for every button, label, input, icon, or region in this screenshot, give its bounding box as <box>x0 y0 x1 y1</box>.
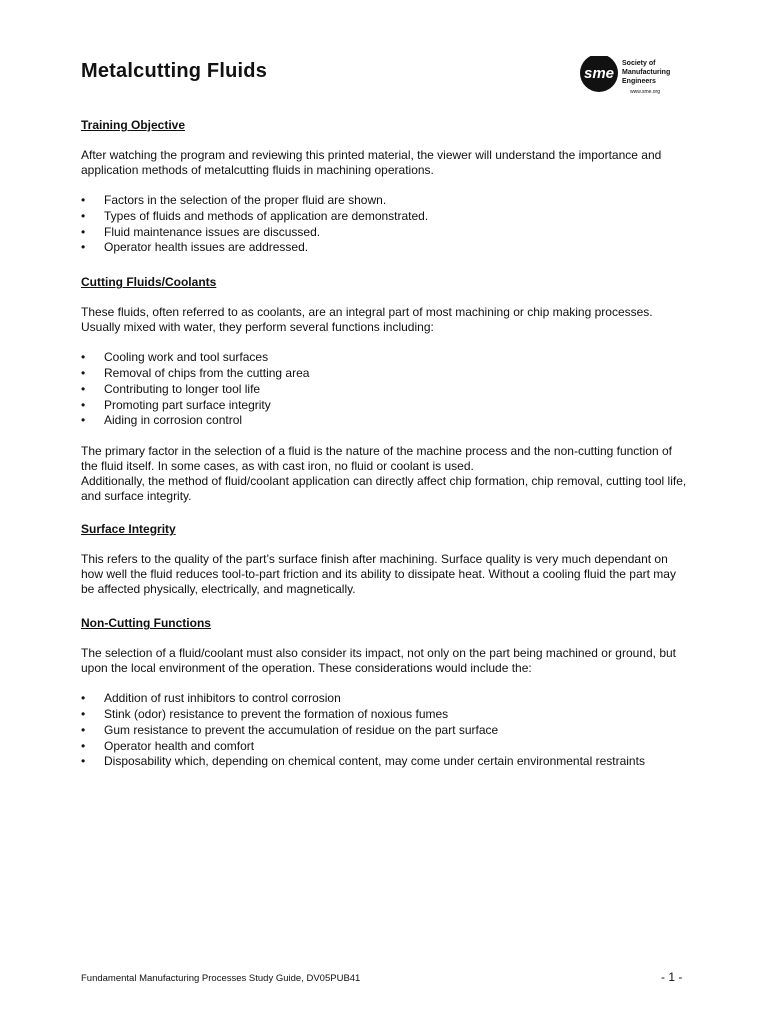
bullet-glyph: • <box>81 691 86 706</box>
section-heading: Non-Cutting Functions <box>81 616 211 631</box>
list-item-text: Contributing to longer tool life <box>104 381 261 396</box>
sme-logo-line2: Manufacturing <box>622 69 671 76</box>
bullet-glyph: • <box>81 240 86 255</box>
page-title: Metalcutting Fluids <box>81 60 268 82</box>
list-item-text: Disposability which, depending on chemical content, may come under certain environmental restraints <box>104 754 645 769</box>
bullet-glyph: • <box>81 350 86 365</box>
section-non-cutting-functions <box>81 616 691 770</box>
section-surface-integrity <box>81 522 691 597</box>
footer-document-title: Fundamental Manufacturing Processes Study Guide, DV05PUB41 <box>81 973 361 984</box>
list-item <box>81 193 691 209</box>
list-item <box>81 225 691 241</box>
list-item-text: Stink (odor) resistance to prevent the formation of noxious fumes <box>104 706 449 721</box>
list-item-text: Factors in the selection of the proper fluid are shown. <box>104 193 387 207</box>
bullet-list <box>81 691 691 770</box>
list-item <box>81 754 691 770</box>
section-heading: Cutting Fluids/Coolants <box>81 275 217 290</box>
paragraph: This refers to the quality of the part’s surface finish after machining. Surface quality is very much dependant on how well the fluid reduces tool-to-part friction and its ability to dissipate heat. Without a cooling fluid the part may be affected physically, electrically, and magnetically. <box>81 552 676 597</box>
list-item-text: Addition of rust inhibitors to control corrosion <box>104 691 341 706</box>
page-number: - 1 - <box>661 970 683 984</box>
bullet-glyph: • <box>81 365 86 380</box>
bullet-glyph: • <box>81 224 86 239</box>
bullet-glyph: • <box>81 381 86 396</box>
list-item-text: Operator health and comfort <box>104 738 255 753</box>
list-item-text: Types of fluids and methods of application are demonstrated. <box>104 208 429 223</box>
sme-logo-url: www.sme.org <box>630 89 661 95</box>
list-item <box>81 413 691 429</box>
section-heading: Surface Integrity <box>81 522 176 537</box>
list-item-text: Aiding in corrosion control <box>104 413 243 428</box>
list-item-text: Fluid maintenance issues are discussed. <box>104 224 321 239</box>
paragraph: Additionally, the method of fluid/coolant application can directly affect chip formation, chip removal, cutting tool life, and surface integrity. <box>81 474 687 504</box>
bullet-glyph: • <box>81 208 86 223</box>
list-item <box>81 382 691 398</box>
paragraph: After watching the program and reviewing this printed material, the viewer will understand the importance and application methods of metalcutting fluids in machining operations. <box>81 148 662 177</box>
bullet-list <box>81 350 691 429</box>
bullet-glyph: • <box>81 722 86 737</box>
list-item <box>81 398 691 414</box>
document-body <box>81 118 691 785</box>
section-training-objective <box>81 118 691 256</box>
sme-logo-line3: Engineers <box>622 78 656 85</box>
list-item-text: Removal of chips from the cutting area <box>104 365 310 380</box>
list-item <box>81 209 691 225</box>
sme-logo-graphic <box>578 56 688 100</box>
paragraph: The primary factor in the selection of a fluid is the nature of the machine process and the non-cutting function of the fluid itself. In some cases, as with cast iron, no fluid or coolant is used. <box>81 444 672 474</box>
list-item-text: Cooling work and tool surfaces <box>104 350 269 365</box>
paragraph: The selection of a fluid/coolant must also consider its impact, not only on the part being machined or ground, but upon the local environment of the operation. These considerations would include the: <box>81 646 677 676</box>
list-item <box>81 707 691 723</box>
list-item <box>81 240 691 256</box>
list-item-text: Promoting part surface integrity <box>104 397 271 412</box>
bullet-glyph: • <box>81 397 86 412</box>
list-item <box>81 691 691 707</box>
paragraph: These fluids, often referred to as coolants, are an integral part of most machining or chip making processes. Usually mixed with water, they perform several functions including: <box>81 305 653 335</box>
list-item <box>81 350 691 366</box>
bullet-glyph: • <box>81 706 86 721</box>
list-item-text: Operator health issues are addressed. <box>104 240 309 255</box>
sme-logo-line1: Society of <box>622 60 656 67</box>
list-item <box>81 739 691 755</box>
list-item <box>81 723 691 739</box>
list-item-text: Gum resistance to prevent the accumulation of residue on the part surface <box>104 722 499 737</box>
bullet-glyph: • <box>81 754 86 769</box>
bullet-glyph: • <box>81 413 86 428</box>
sme-logo <box>578 56 688 100</box>
section-cutting-fluids <box>81 275 691 504</box>
section-heading: Training Objective <box>81 118 186 132</box>
sme-logo-mark: sme <box>583 65 615 82</box>
bullet-glyph: • <box>81 738 86 753</box>
list-item <box>81 366 691 382</box>
bullet-glyph: • <box>81 193 86 207</box>
bullet-list <box>81 193 691 256</box>
